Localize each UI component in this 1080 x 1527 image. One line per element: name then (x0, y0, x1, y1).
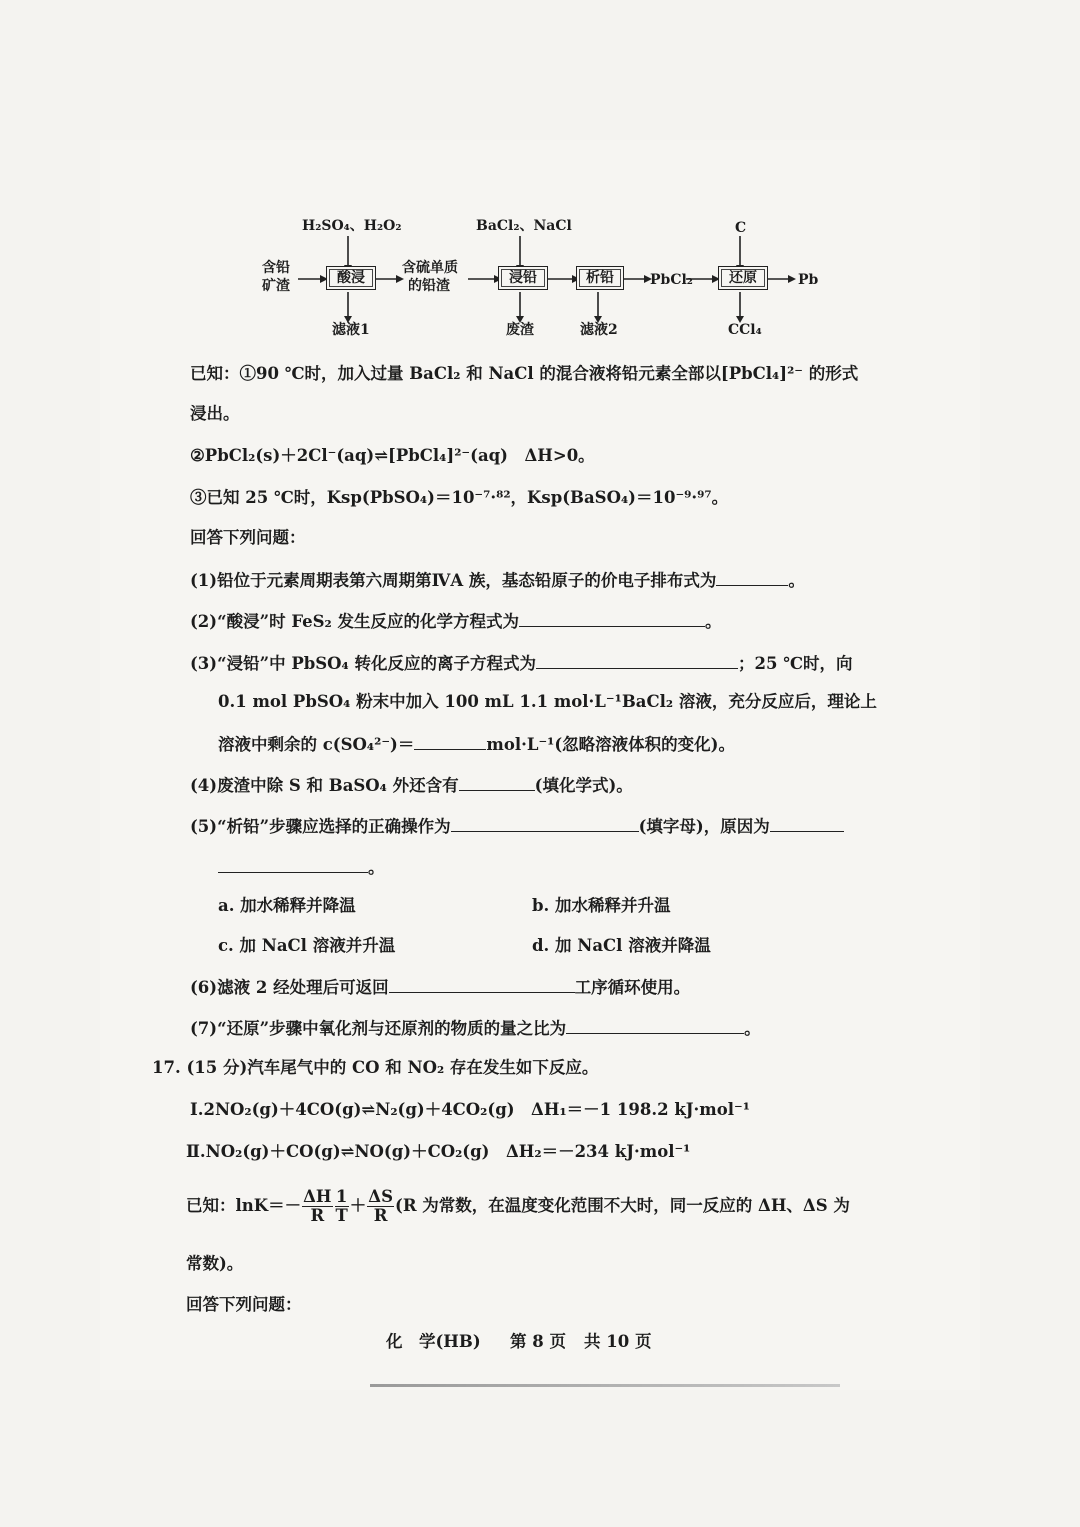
option-c: c. 加 NaCl 溶液并升温 (218, 936, 396, 955)
reaction-1: Ⅰ.2NO₂(g)＋4CO(g)⇌N₂(g)＋4CO₂(g) ΔH₁＝－1 198.2 kJ·mol⁻¹ (190, 1100, 750, 1119)
footer-subject: 化 学(HB) (386, 1332, 481, 1351)
q4-text: (4)废渣中除 S 和 BaSO₄ 外还含有 (190, 776, 459, 795)
q6-answer-blank[interactable] (389, 974, 575, 993)
option-d: d. 加 NaCl 溶液并降温 (532, 936, 711, 955)
q1-end: 。 (788, 571, 805, 590)
q2-text: (2)“酸浸”时 FeS₂ 发生反应的化学方程式为 (190, 612, 520, 631)
reaction-2: Ⅱ.NO₂(g)＋CO(g)⇌NO(g)＋CO₂(g) ΔH₂＝－234 kJ·mol⁻¹ (186, 1142, 691, 1161)
reagent-h2so4-h2o2: H₂SO₄、H₂O₂ (302, 218, 402, 234)
option-a: a. 加水稀释并降温 (218, 896, 356, 915)
footer-rule (370, 1384, 840, 1387)
step-precip-lead: 析铅 (579, 269, 621, 287)
reagent-bacl2-nacl: BaCl₂、NaCl (476, 218, 572, 234)
q5-answer-blank-2[interactable] (770, 813, 844, 832)
frac3-den: R (373, 1206, 388, 1225)
known-3: ③已知 25 ℃时，Ksp(PbSO₄)＝10⁻⁷·⁸²，Ksp(BaSO₄)＝10⁻⁹·⁹⁷。 (190, 488, 729, 507)
q7-end: 。 (744, 1019, 761, 1038)
waste-residue: 废渣 (506, 322, 534, 338)
q6-end: 工序循环使用。 (574, 978, 691, 997)
frac2-num: 1 (335, 1187, 348, 1206)
q5-text: (5)“析铅”步骤应选择的正确操作为 (190, 817, 451, 836)
question-7 (190, 1015, 761, 1041)
q5-answer-blank-1[interactable] (451, 813, 639, 832)
q2-end: 。 (705, 612, 722, 631)
product-pb: Pb (798, 272, 819, 288)
question-3a (190, 650, 853, 676)
q2-answer-blank[interactable] (519, 608, 705, 627)
step-reduce-box (718, 266, 768, 290)
ore-label-1: 含铅 (262, 260, 290, 276)
frac1-den: R (310, 1206, 325, 1225)
plus-sign: ＋ (349, 1196, 367, 1215)
known-1a: 已知：①90 ℃时，加入过量 BaCl₂ 和 NaCl 的混合液将铅元素全部以[PbCl₄]²⁻ 的形式 (190, 364, 859, 383)
answer-prompt: 回答下列问题： (190, 528, 306, 547)
question-6 (190, 974, 690, 1000)
step-acid-leach-box (326, 266, 376, 290)
q4-answer-blank[interactable] (459, 772, 535, 791)
q3-c-text: 溶液中剩余的 c(SO₄²⁻)＝ (218, 735, 415, 754)
fraction-1-t (335, 1188, 349, 1225)
q5-end: 。 (368, 858, 385, 877)
frac1-num: ΔH (303, 1187, 332, 1206)
product-pbcl2: PbCl₂ (650, 272, 693, 288)
process-flowchart (250, 210, 830, 350)
q3-a-end: ；25 ℃时，向 (738, 654, 853, 673)
q7-answer-blank[interactable] (566, 1015, 744, 1034)
q17-answer-prompt: 回答下列问题： (186, 1295, 302, 1314)
known-lnk-formula (186, 1188, 850, 1225)
step-acid-leach: 酸浸 (329, 269, 373, 287)
filtrate-1: 滤液1 (332, 322, 370, 338)
q5-mid: (填字母)，原因为 (638, 817, 770, 836)
q6-text: (6)滤液 2 经处理后可返回 (190, 978, 389, 997)
frac2-den: T (335, 1206, 348, 1225)
question-17-title: 17. (15 分)汽车尾气中的 CO 和 NO₂ 存在发生如下反应。 (152, 1058, 599, 1077)
q3-answer-blank-1[interactable] (536, 650, 738, 669)
option-b: b. 加水稀释并升温 (532, 896, 671, 915)
known-1b: 浸出。 (190, 404, 240, 423)
lnk-prefix: 已知：lnK＝－ (186, 1196, 302, 1215)
step-precip-lead-box (576, 266, 624, 290)
footer-total: 共 10 页 (584, 1332, 652, 1351)
q1-text: (1)铅位于元素周期表第六周期第ⅣA 族，基态铅原子的价电子排布式为 (190, 571, 717, 590)
footer-page: 第 8 页 (510, 1332, 566, 1351)
question-1 (190, 567, 805, 593)
fraction-ds-r (367, 1188, 394, 1225)
step-leach-lead-box (498, 266, 548, 290)
ore-label-2: 矿渣 (262, 278, 290, 294)
q3-text: (3)“浸铅”中 PbSO₄ 转化反应的离子方程式为 (190, 654, 537, 673)
product-ccl4: CCl₄ (728, 322, 762, 338)
q3-answer-blank-2[interactable] (414, 731, 486, 750)
question-2 (190, 608, 722, 634)
q1-answer-blank[interactable] (716, 567, 788, 586)
reagent-carbon: C (735, 220, 747, 236)
q5-answer-blank-3[interactable] (218, 854, 368, 873)
question-3c (218, 731, 735, 757)
q3-c-end: mol·L⁻¹(忽略溶液体积的变化)。 (486, 735, 735, 754)
question-3b: 0.1 mol PbSO₄ 粉末中加入 100 mL 1.1 mol·L⁻¹BaCl₂ 溶液，充分反应后，理论上 (218, 692, 877, 711)
lnk-suffix: (R 为常数，在温度变化范围不大时，同一反应的 ΔH、ΔS 为 (395, 1196, 850, 1215)
question-4 (190, 772, 633, 798)
question-5 (190, 813, 844, 839)
step-reduce: 还原 (721, 269, 765, 287)
intermediate-label-1: 含硫单质 (402, 260, 458, 276)
known-lnk-end: 常数)。 (186, 1254, 244, 1273)
frac3-num: ΔS (368, 1187, 394, 1206)
question-5-cont (218, 854, 385, 880)
filtrate-2: 滤液2 (580, 322, 618, 338)
step-leach-lead: 浸铅 (501, 269, 545, 287)
q4-end: (填化学式)。 (534, 776, 633, 795)
fraction-dh-r (302, 1188, 332, 1225)
q7-text: (7)“还原”步骤中氧化剂与还原剂的物质的量之比为 (190, 1019, 567, 1038)
intermediate-label-2: 的铅渣 (408, 278, 450, 294)
known-2: ②PbCl₂(s)＋2Cl⁻(aq)⇌[PbCl₄]²⁻(aq) ΔH>0。 (190, 446, 595, 465)
